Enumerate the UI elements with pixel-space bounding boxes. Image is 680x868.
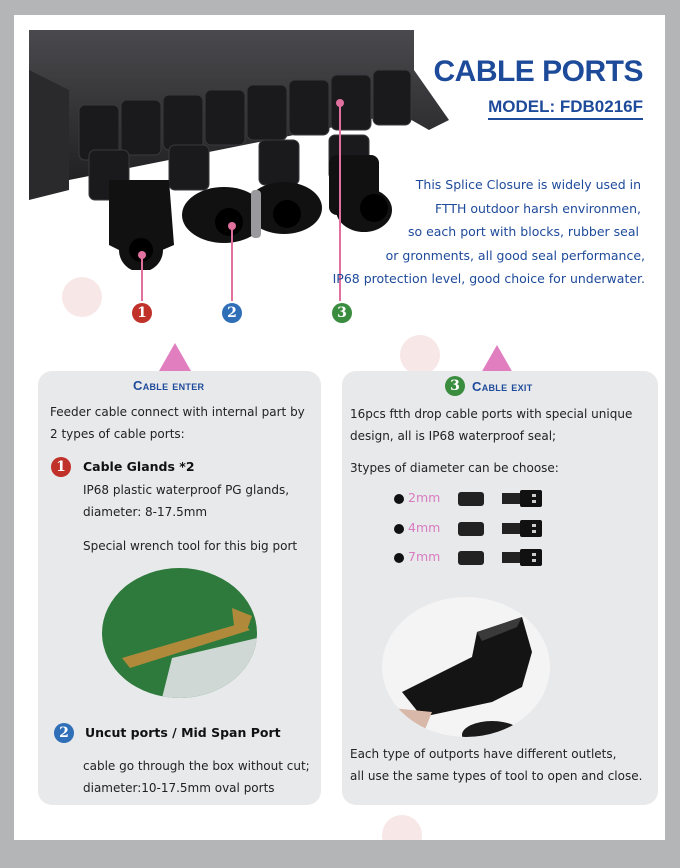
intro-line: or gronments, all good seal performance, (385, 247, 645, 263)
intro-text (315, 173, 645, 291)
watermark-logo (400, 335, 440, 375)
triangle-pointer-left (159, 343, 191, 371)
item-badge-3: 3 (445, 376, 465, 396)
page-title: CABLE PORTS (433, 55, 643, 88)
product-sheet (14, 15, 665, 840)
seal-plug-icon (458, 551, 484, 565)
marker-badge-3: 3 (332, 303, 352, 323)
cable-exit-intro (350, 403, 632, 447)
cable-exit-title: Cable exit (472, 379, 533, 394)
bullet-icon (394, 524, 404, 534)
wrench-tool-photo (102, 568, 257, 698)
port-connector-icon (502, 490, 542, 507)
bullet-icon (394, 494, 404, 504)
text-line: 16pcs ftth drop cable ports with special unique (350, 407, 633, 421)
text-line: diameter:10-17.5mm oval ports (83, 781, 275, 795)
seal-plug-icon (458, 522, 484, 536)
exit-port-closeup-photo (382, 597, 550, 737)
pointer-line-2 (231, 226, 233, 301)
text-line: Each type of outports have different outlets, (350, 747, 617, 761)
marker-badge-2: 2 (222, 303, 242, 323)
pointer-line-1 (141, 255, 143, 301)
cable-enter-panel (38, 371, 321, 805)
cable-exit-footer (350, 743, 642, 787)
item-badge-1: 1 (51, 457, 71, 477)
port-connector-icon (502, 549, 542, 566)
marker-badge-1: 1 (132, 303, 152, 323)
cable-enter-title: Cable enter (133, 378, 205, 393)
intro-line: FTTH outdoor harsh environmen, (434, 200, 641, 216)
uncut-ports-desc (83, 755, 310, 799)
text-line: Feeder cable connect with internal part by (50, 405, 305, 419)
text-line: 2 types of cable ports: (50, 427, 185, 441)
model-number: MODEL: FDB0216F (488, 97, 643, 120)
text-line: all use the same types of tool to open and close. (350, 769, 643, 783)
diameter-heading: 3types of diameter can be choose: (350, 461, 559, 475)
uncut-ports-title: Uncut ports / Mid Span Port (85, 725, 281, 740)
bullet-icon (394, 553, 404, 563)
cable-exit-panel (342, 371, 658, 805)
item-badge-2: 2 (54, 723, 74, 743)
text-line: design, all is IP68 waterproof seal; (350, 429, 557, 443)
intro-line: so each port with blocks, rubber seal (407, 224, 639, 239)
wrench-note: Special wrench tool for this big port (83, 539, 298, 553)
watermark-logo (382, 815, 422, 840)
cable-glands-desc (83, 479, 289, 523)
text-line: IP68 plastic waterproof PG glands, (83, 483, 290, 497)
size-label: 4mm (408, 520, 441, 535)
size-label: 2mm (408, 490, 441, 505)
intro-line: This Splice Closure is widely used in (415, 177, 641, 192)
seal-plug-icon (458, 492, 484, 506)
intro-line: IP68 protection level, good choice for underwater. (332, 271, 645, 286)
text-line: cable go through the box without cut; (83, 759, 310, 773)
watermark-logo (62, 277, 102, 317)
cable-enter-intro (50, 401, 305, 445)
cable-glands-title: Cable Glands *2 (83, 459, 195, 474)
triangle-pointer-right (481, 345, 513, 373)
text-line: diameter: 8-17.5mm (83, 505, 208, 519)
size-label: 7mm (408, 549, 441, 564)
port-connector-icon (502, 520, 542, 537)
